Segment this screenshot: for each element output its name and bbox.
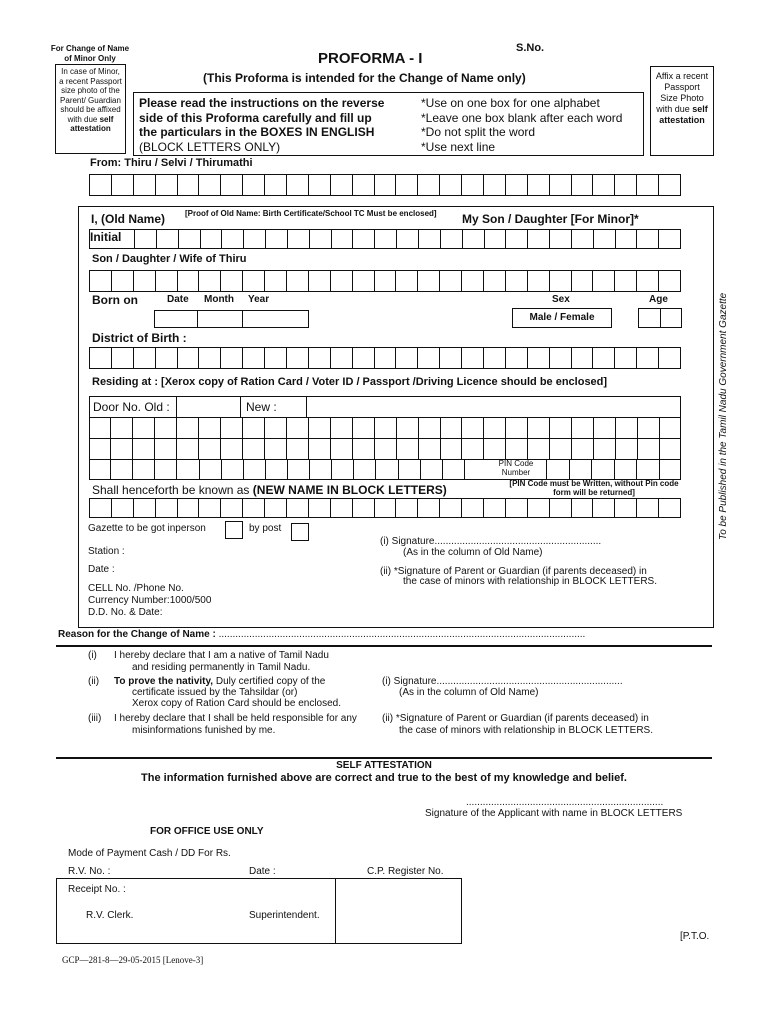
address-grid[interactable]	[89, 396, 681, 480]
photo-note: Affix a recent Passport Size Photo with due	[655, 71, 709, 114]
receipt-no-label: Receipt No. :	[68, 884, 126, 895]
decl-2-text: Duly certified copy of the	[215, 676, 326, 687]
old-name-boxes[interactable]	[89, 229, 681, 249]
decl-1	[114, 650, 329, 674]
old-name-label: I, (Old Name)	[91, 212, 166, 226]
sex-box[interactable]: Male / Female	[512, 308, 612, 328]
signature-line-1: (i) Signature............................................................	[380, 536, 602, 547]
instruction-line: the particulars in the BOXES IN ENGLISH	[139, 125, 375, 139]
door-old-label: Door No. Old :	[93, 400, 170, 414]
decl-2-num: (ii)	[88, 676, 100, 687]
decl-3-text-b: misinformations funished by me.	[132, 725, 276, 736]
initial-label: Initial	[90, 230, 135, 248]
born-on-label: Born on	[92, 293, 138, 307]
block-letters-note: (BLOCK LETTERS ONLY)	[139, 139, 281, 154]
my-son-label: My Son / Daughter [For Minor]*	[462, 212, 639, 226]
decl-2	[114, 676, 341, 709]
attestation-statement: The information furnished above are correct and true to the best of my knowledge and belief.	[141, 772, 627, 784]
applicant-signature-label: Signature of the Applicant with name in BLOCK LETTERS	[425, 808, 683, 819]
rule-item: *Use on one box for one alphabet	[421, 96, 600, 110]
signature-sub-2: the case of minors with relationship in BLOCK LETTERS.	[403, 576, 657, 587]
rule-item: *Do not split the word	[421, 125, 536, 139]
decl-2-text-b: certificate issued by the Tahsildar (or)	[132, 687, 298, 698]
office-date-label: Date :	[249, 866, 276, 877]
date-field-label: Date :	[88, 564, 115, 575]
instruction-line: Please read the instructions on the reverse	[139, 96, 385, 110]
signature-sub-1: (As in the column of Old Name)	[403, 547, 543, 558]
payment-mode-label: Mode of Payment Cash / DD For Rs.	[68, 848, 231, 859]
gazette-inperson-label: Gazette to be got inperson	[88, 523, 206, 534]
decl-1-num: (i)	[88, 650, 97, 661]
instruction-lines	[139, 96, 384, 154]
decl-signature-2-sub: the case of minors with relationship in BLOCK LETTERS.	[399, 725, 653, 736]
instruction-line: side of this Proforma carefully and fill up	[139, 110, 372, 125]
date-col-label: Date	[167, 294, 189, 305]
superintendent-label: Superintendent.	[249, 910, 320, 921]
decl-signature-1-sub: (As in the column of Old Name)	[399, 687, 539, 698]
cp-register-box	[335, 878, 462, 944]
attestation-title: SELF ATTESTATION	[336, 760, 432, 771]
new-name-prefix: Shall henceforth be known as	[92, 483, 250, 497]
divider	[56, 757, 712, 759]
from-label: From: Thiru / Selvi / Thirumathi	[90, 157, 253, 169]
new-name-label	[92, 483, 447, 497]
decl-signature-1: (i) Signature...................................................................	[382, 676, 623, 687]
cell-label: CELL No. /Phone No.	[88, 583, 184, 594]
rv-clerk-label: R.V. Clerk.	[86, 910, 134, 921]
reason-label: Reason for the Change of Name :	[58, 629, 216, 640]
year-col-label: Year	[248, 294, 270, 305]
contact-block	[88, 583, 211, 619]
instruction-rules	[421, 96, 622, 154]
rv-no-label: R.V. No. :	[68, 866, 111, 877]
district-label: District of Birth :	[92, 331, 187, 345]
inperson-checkbox[interactable]	[225, 521, 243, 539]
footer-code: GCP—281-8—29-05-2015 [Lenove-3]	[62, 955, 204, 965]
age-label: Age	[649, 294, 668, 305]
station-label: Station :	[88, 546, 125, 557]
decl-3-num: (iii)	[88, 713, 102, 724]
decl-2-bold: To prove the nativity,	[114, 676, 214, 687]
applicant-signature-dots[interactable]: .......................................................................	[466, 797, 664, 808]
reason-line	[58, 629, 585, 640]
rule-item: *Leave one box blank after each word	[421, 110, 623, 125]
rule-item: *Use next line	[421, 139, 496, 154]
decl-1-text-b: and residing permanently in Tamil Nadu.	[132, 662, 311, 673]
residing-label: Residing at : [Xerox copy of Ration Card / Voter ID / Passport /Driving Licence should be enclosed]	[92, 376, 608, 388]
office-title: FOR OFFICE USE ONLY	[150, 826, 264, 837]
from-name-boxes[interactable]	[89, 174, 681, 196]
sno-label: S.No.	[516, 42, 545, 54]
page-title: PROFORMA - I	[318, 50, 423, 67]
page-subtitle: (This Proforma is intended for the Change of Name only)	[203, 71, 526, 85]
cp-register-label: C.P. Register No.	[367, 866, 444, 877]
decl-3	[114, 713, 357, 737]
new-name-bold: (NEW NAME IN BLOCK LETTERS)	[252, 483, 447, 497]
minor-note-body: In case of Minor, a recent Passport size photo of the Parent/ Guardian should be affixed with due	[59, 67, 122, 124]
currency-label: Currency Number:1000/500	[88, 595, 212, 606]
decl-signature-2: (ii) *Signature of Parent or Guardian (if parents deceased) in	[382, 713, 649, 724]
photo-note-bold: self attestation	[659, 104, 708, 125]
photo-box	[650, 66, 714, 156]
new-name-boxes[interactable]	[89, 498, 681, 518]
divider	[56, 645, 712, 647]
signature-line-2: (ii) *Signature of Parent or Guardian (if parents deceased) in	[380, 566, 647, 577]
pin-code-label: PIN Code Number	[498, 459, 534, 477]
by-post-checkbox[interactable]	[291, 523, 309, 541]
decl-2-text-c: Xerox copy of Ration Card should be enclosed.	[132, 698, 342, 709]
age-boxes[interactable]	[638, 308, 682, 328]
sex-label: Sex	[552, 294, 570, 305]
reason-dots[interactable]: ....................................................................................................................................	[218, 629, 586, 640]
dob-boxes[interactable]	[154, 310, 309, 328]
minor-note-title: For Change of Name of Minor Only	[50, 44, 130, 63]
pin-note: [PIN Code must be Written, without Pin code form will be returned]	[509, 479, 679, 497]
side-gazette-text: To be Published in the Tamil Nadu Government Gazette	[718, 292, 729, 540]
month-col-label: Month	[204, 294, 234, 305]
minor-photo-box	[55, 64, 126, 154]
pto-label: [P.T.O.	[680, 931, 710, 942]
minor-note-bold: self attestation	[70, 114, 114, 133]
by-post-label: by post	[249, 523, 282, 534]
door-new-label: New :	[246, 400, 277, 414]
district-boxes[interactable]	[89, 347, 681, 369]
old-name-proof: [Proof of Old Name: Birth Certificate/School TC Must be enclosed]	[185, 209, 437, 218]
son-daughter-wife-label: Son / Daughter / Wife of Thiru	[92, 253, 247, 265]
decl-1-text: I hereby declare that I am a native of Tamil Nadu	[114, 650, 329, 661]
dd-label: D.D. No. & Date:	[88, 607, 163, 618]
decl-3-text: I hereby declare that I shall be held responsible for any	[114, 713, 357, 724]
father-name-boxes[interactable]	[89, 270, 681, 292]
